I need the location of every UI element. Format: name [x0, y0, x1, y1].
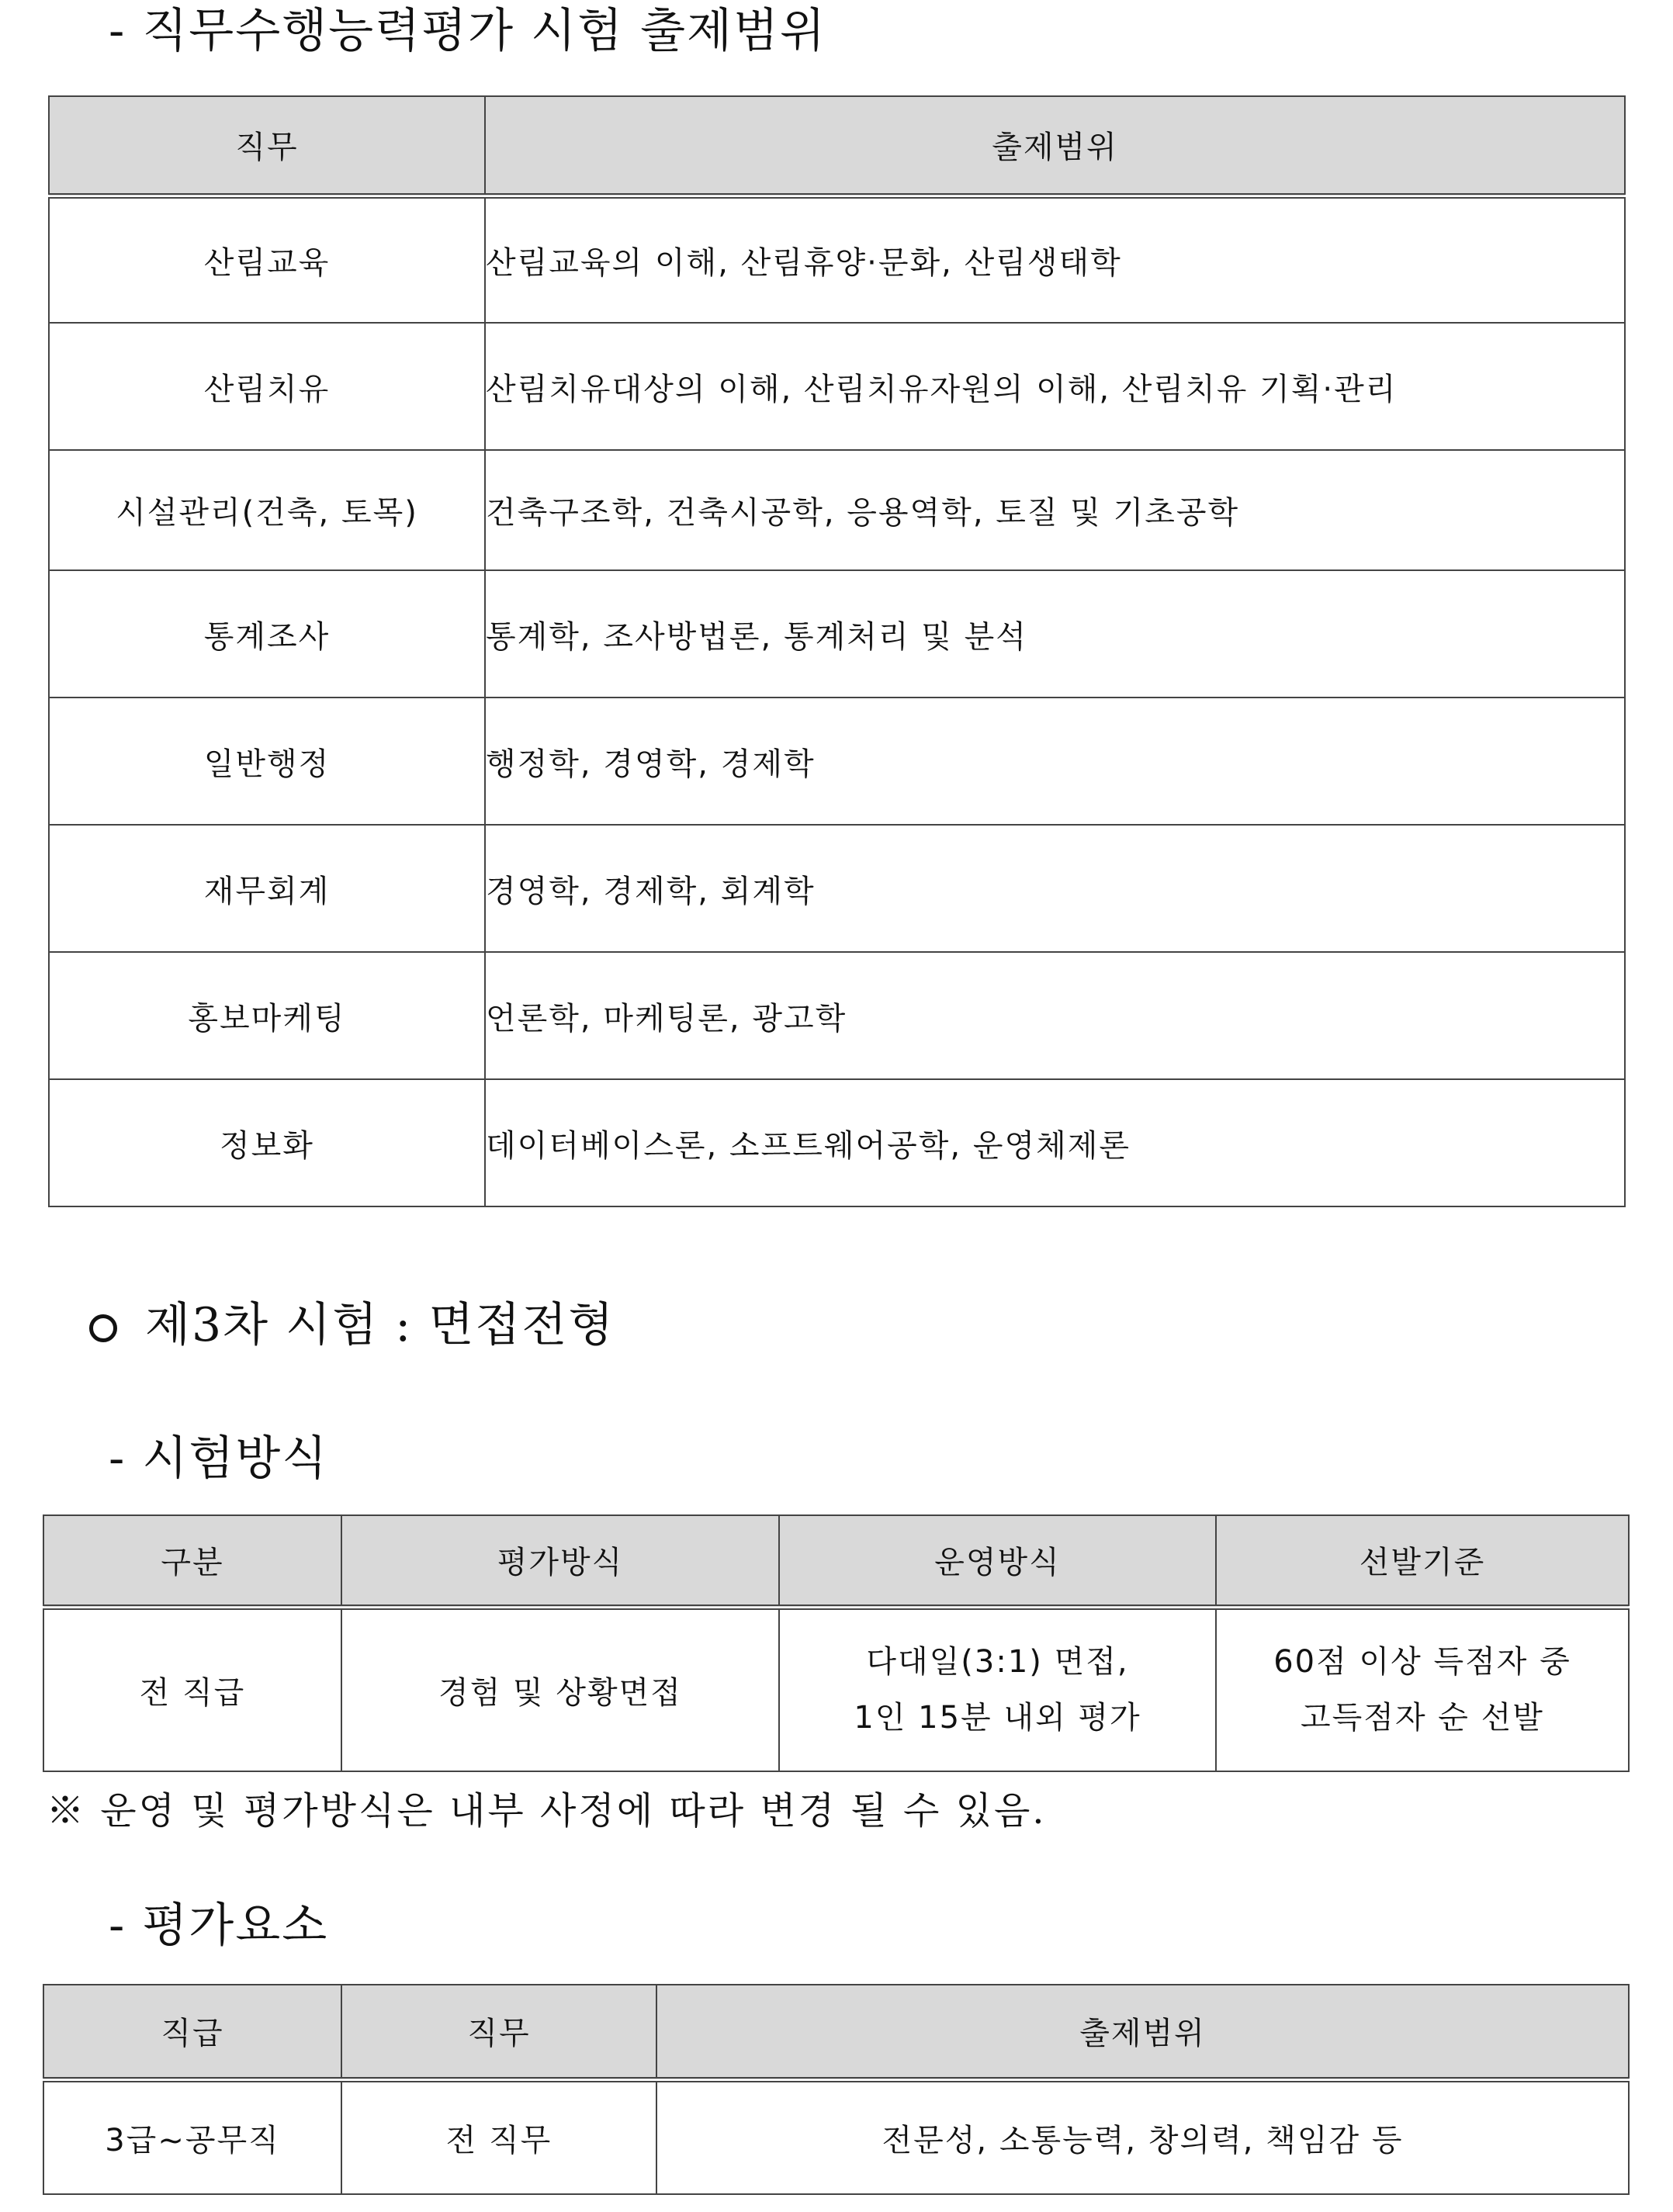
table-header-row — [43, 1985, 1629, 2079]
footnote: ※ 운영 및 평가방식은 내부 사정에 따라 변경 될 수 있음. — [47, 1789, 1047, 1833]
section-heading-exam-scope: - 직무수행능력평가 시험 출제범위 — [109, 4, 826, 58]
table-row — [49, 450, 1625, 570]
criteria-line: 고득점자 순 선발 — [1301, 1700, 1544, 1736]
operation-cell — [779, 1607, 1216, 1771]
job-cell: 통계조사 — [49, 570, 485, 698]
exam-method-table — [43, 1514, 1630, 1772]
scope-cell: 산림교육의 이해, 산림휴양·문화, 산림생태학 — [485, 196, 1625, 323]
grade-cell: 3급~공무직 — [43, 2079, 341, 2194]
eval-method-cell: 경험 및 상황면접 — [341, 1607, 779, 1771]
criteria-cell — [1216, 1607, 1629, 1771]
scope-cell: 건축구조학, 건축시공학, 응용역학, 토질 및 기초공학 — [485, 450, 1625, 570]
table-row — [49, 825, 1625, 952]
table-row — [49, 196, 1625, 323]
table-row — [49, 698, 1625, 825]
job-cell: 정보화 — [49, 1079, 485, 1206]
header-eval-method: 평가방식 — [341, 1515, 779, 1607]
operation-line: 1인 15분 내외 평가 — [854, 1700, 1141, 1736]
header-operation: 운영방식 — [779, 1515, 1216, 1607]
exam-scope-table — [48, 95, 1626, 1207]
header-job: 직무 — [341, 1985, 656, 2079]
circle-bullet-icon — [89, 1314, 117, 1342]
scope-cell: 통계학, 조사방법론, 통계처리 및 분석 — [485, 570, 1625, 698]
job-cell: 시설관리(건축, 토목) — [49, 450, 485, 570]
header-category: 구분 — [43, 1515, 341, 1607]
job-cell: 산림치유 — [49, 323, 485, 450]
scope-cell: 전문성, 소통능력, 창의력, 책임감 등 — [656, 2079, 1629, 2194]
job-cell: 홍보마케팅 — [49, 952, 485, 1079]
table-header-row — [43, 1515, 1629, 1607]
scope-cell: 행정학, 경영학, 경제학 — [485, 698, 1625, 825]
eval-elements-table — [43, 1984, 1630, 2195]
operation-line: 다대일(3:1) 면접, — [866, 1644, 1129, 1681]
section-heading-interview — [89, 1298, 615, 1352]
scope-cell: 산림치유대상의 이해, 산림치유자원의 이해, 산림치유 기획·관리 — [485, 323, 1625, 450]
table-row — [49, 570, 1625, 698]
header-job: 직무 — [49, 96, 485, 196]
header-scope: 출제범위 — [485, 96, 1625, 196]
header-grade: 직급 — [43, 1985, 341, 2079]
table-row — [43, 2079, 1629, 2194]
job-cell: 일반행정 — [49, 698, 485, 825]
table-row — [49, 323, 1625, 450]
category-cell: 전 직급 — [43, 1607, 341, 1771]
section-heading-exam-method: - 시험방식 — [109, 1431, 329, 1486]
table-row — [49, 952, 1625, 1079]
table-header-row — [49, 96, 1625, 196]
job-cell: 전 직무 — [341, 2079, 656, 2194]
table-row — [49, 1079, 1625, 1206]
criteria-line: 60점 이상 득점자 중 — [1273, 1644, 1571, 1681]
scope-cell: 데이터베이스론, 소프트웨어공학, 운영체제론 — [485, 1079, 1625, 1206]
table-row — [43, 1607, 1629, 1771]
section-heading-eval-elements: - 평가요소 — [109, 1899, 329, 1953]
job-cell: 재무회계 — [49, 825, 485, 952]
scope-cell: 언론학, 마케팅론, 광고학 — [485, 952, 1625, 1079]
interview-heading-text: 제3차 시험 : 면접전형 — [145, 1298, 615, 1352]
scope-cell: 경영학, 경제학, 회계학 — [485, 825, 1625, 952]
header-criteria: 선발기준 — [1216, 1515, 1629, 1607]
header-scope: 출제범위 — [656, 1985, 1629, 2079]
job-cell: 산림교육 — [49, 196, 485, 323]
